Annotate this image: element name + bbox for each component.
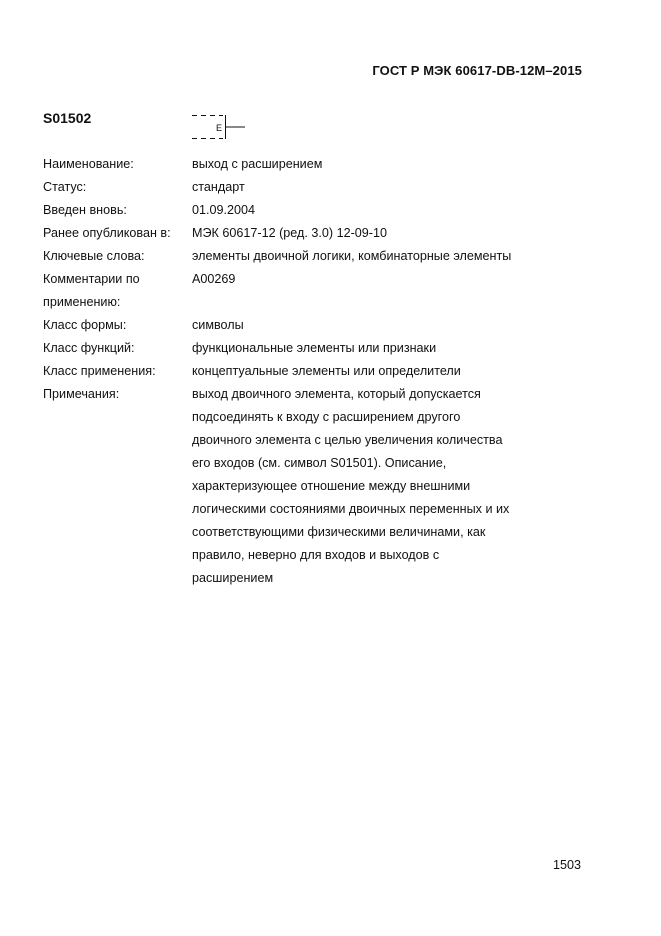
field-row — [43, 498, 543, 521]
field-label — [43, 429, 192, 452]
symbol-letter: E — [216, 123, 223, 133]
field-value: выход с расширением — [192, 157, 323, 171]
field-label — [43, 475, 192, 498]
field-row — [43, 360, 543, 383]
field-label: Введен вновь: — [43, 203, 127, 217]
field-label — [43, 498, 192, 521]
field-row — [43, 475, 543, 498]
field-value: символы — [192, 318, 244, 332]
field-label: Класс формы: — [43, 318, 127, 332]
field-value: функциональные элементы или признаки — [192, 341, 437, 355]
field-row — [43, 544, 543, 567]
field-row — [43, 268, 543, 291]
field-row — [43, 406, 543, 429]
field-row — [43, 314, 543, 337]
document-header: ГОСТ Р МЭК 60617-DB-12M–2015 — [372, 63, 582, 78]
page-number: 1503 — [552, 858, 581, 872]
field-value: выход двоичного элемента, который допускается — [192, 387, 481, 401]
field-value: подсоединять к входу с расширением другого — [192, 410, 461, 424]
field-value: соответствующими физическими величинами, как — [192, 525, 486, 539]
field-row — [43, 245, 543, 268]
field-row — [43, 429, 543, 452]
field-row — [43, 452, 543, 475]
field-row — [43, 199, 543, 222]
attribute-table — [43, 153, 543, 590]
field-value: концептуальные элементы или определители — [192, 364, 461, 378]
symbol-code: S01502 — [43, 110, 92, 126]
field-label — [43, 406, 192, 429]
extension-output-symbol — [191, 110, 251, 140]
field-label: применению: — [43, 295, 121, 309]
field-label: Комментарии по — [43, 272, 140, 286]
field-value: 01.09.2004 — [192, 203, 256, 217]
field-label — [43, 544, 192, 567]
field-label: Наименование: — [43, 157, 134, 171]
field-row — [43, 383, 543, 406]
field-label: Ключевые слова: — [43, 249, 145, 263]
field-value: A00269 — [192, 272, 236, 286]
field-label: Статус: — [43, 180, 87, 194]
field-value: правило, неверно для входов и выходов с — [192, 548, 440, 562]
field-label — [43, 521, 192, 544]
field-label: Ранее опубликован в: — [43, 226, 171, 240]
field-row — [43, 337, 543, 360]
field-row — [43, 521, 543, 544]
field-label: Примечания: — [43, 387, 120, 401]
field-value: элементы двоичной логики, комбинаторные элементы — [192, 249, 512, 263]
field-value: логическими состояниями двоичных переменных и их — [192, 502, 510, 516]
field-row — [43, 291, 543, 314]
field-value: стандарт — [192, 180, 245, 194]
field-value — [192, 291, 543, 314]
field-label — [43, 452, 192, 475]
field-label — [43, 567, 192, 590]
field-row — [43, 567, 543, 590]
field-row — [43, 176, 543, 199]
field-value: двоичного элемента с целью увеличения количества — [192, 433, 503, 447]
field-value: расширением — [192, 571, 274, 585]
field-value: МЭК 60617-12 (ред. 3.0) 12-09-10 — [192, 226, 387, 240]
field-label: Класс применения: — [43, 364, 156, 378]
field-row — [43, 153, 543, 176]
field-row — [43, 222, 543, 245]
field-value: его входов (см. символ S01501). Описание, — [192, 456, 447, 470]
field-value: характеризующее отношение между внешними — [192, 479, 471, 493]
field-label: Класс функций: — [43, 341, 135, 355]
